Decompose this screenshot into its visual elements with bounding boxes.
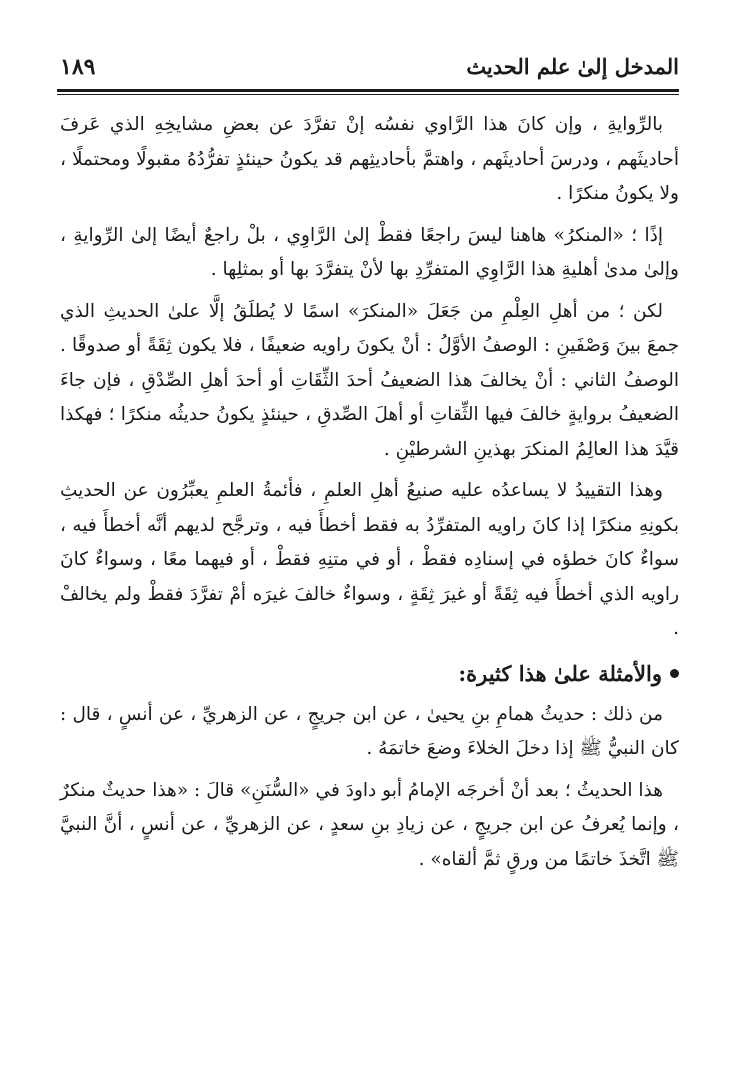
paragraph: بالرِّوايةِ ، وإن كانَ هذا الرَّاوي نفسُه إنْ تفرَّدَ عن بعضِ مشايخِهِ الذي عَرفَ أحاديثَهم ، ودرسَ أحاديثَهم ، واهتمَّ بأحاديثِهم قد يكونُ حينئذٍ تفرُّدُهُ مقبولًا ومحتملًا ، ولا يكونُ منكرًا . bbox=[60, 114, 679, 204]
header-rule bbox=[57, 89, 679, 95]
page-body bbox=[60, 108, 679, 884]
paragraph: لكن ؛ من أهلِ العِلْمِ من جَعَلَ «المنكرَ» اسمًا لا يُطلَقُ إلَّا علىٰ الحديثِ الذي جمعَ بينَ وَصْفَينِ : الوصفُ الأوَّلُ : أنْ يكونَ راويه ضعيفًا ، فلا يكون ثِقَةً أو صدوقًا . الوصفُ الثاني : أنْ يخالفَ هذا الضعيفُ أحدَ الثِّقَاتِ أو أحدَ أهلِ الصِّدْقِ ، فإن جاءَ الضعيفُ بروايةٍ خالفَ فيها الثِّقاتِ أو أهلَ الصِّدقِ ، حينئذٍ يكونُ حديثُه منكرًا ؛ فهكذا قيَّدَ هذا العالِمُ المنكرَ بهذينِ الشرطيْنِ . bbox=[60, 300, 679, 460]
running-title: المدخل إلىٰ علم الحديث bbox=[466, 54, 679, 79]
paragraph: إذًا ؛ «المنكرُ» هاهنا ليسَ راجعًا فقطْ إلىٰ الرَّاوِي ، بلْ راجعٌ أيضًا إلىٰ الرِّوايةِ ، وإلىٰ مدىٰ أهليةِ هذا الرَّاوِي المتفرِّدِ بها لأنْ يتفرَّدَ بها أو بمثلِها . bbox=[60, 224, 679, 280]
bullet-icon bbox=[670, 669, 679, 678]
example-paragraph: من ذلك : حديثُ همامِ بنِ يحيىٰ ، عن ابن جريجٍ ، عن الزهريِّ ، عن أنسٍ ، قال : كان النبيُّ ﷺ إذا دخلَ الخلاءَ وضعَ خاتمَهُ . bbox=[60, 703, 679, 759]
section-heading-text: والأمثلة علىٰ هذا كثيرة: bbox=[458, 660, 662, 686]
example-paragraph: هذا الحديثُ ؛ بعد أنْ أخرجَه الإمامُ أبو داودَ في «السُّنَنِ» قالَ : «هذا حديثٌ منكرٌ ، وإنما يُعرفُ عن ابن جريجٍ ، عن زيادِ بنِ سعدٍ ، عن الزهريِّ ، عن أنسٍ ، أنَّ النبيَّ ﷺ اتَّخذَ خاتمًا من ورقٍ ثمَّ ألقاه» . bbox=[60, 779, 679, 870]
section-heading bbox=[60, 654, 679, 694]
paragraph: وهذا التقييدُ لا يساعدُه عليه صنيعُ أهلِ العلمِ ، فأئمةُ العلمِ يعبِّرُون عن الحديثِ بكونِهِ منكرًا إذا كانَ راويه المتفرِّدُ به فقط أخطأَ فيه ، وترجَّح لديهم أنَّه أخطأَ فيه ، سواءٌ كانَ خطؤه في إسنادِه فقطْ ، أو في متنِهِ فقطْ ، أو فيهما معًا ، وسواءٌ كانَ راويه الذي أخطأَ فيه ثِقَةً أو غيرَ ثِقَةٍ ، وسواءٌ خالفَ غيرَه أمْ تفرَّدَ فقطْ ولم يخالفْ . bbox=[60, 480, 679, 639]
page-number: ١٨٩ bbox=[60, 54, 96, 80]
